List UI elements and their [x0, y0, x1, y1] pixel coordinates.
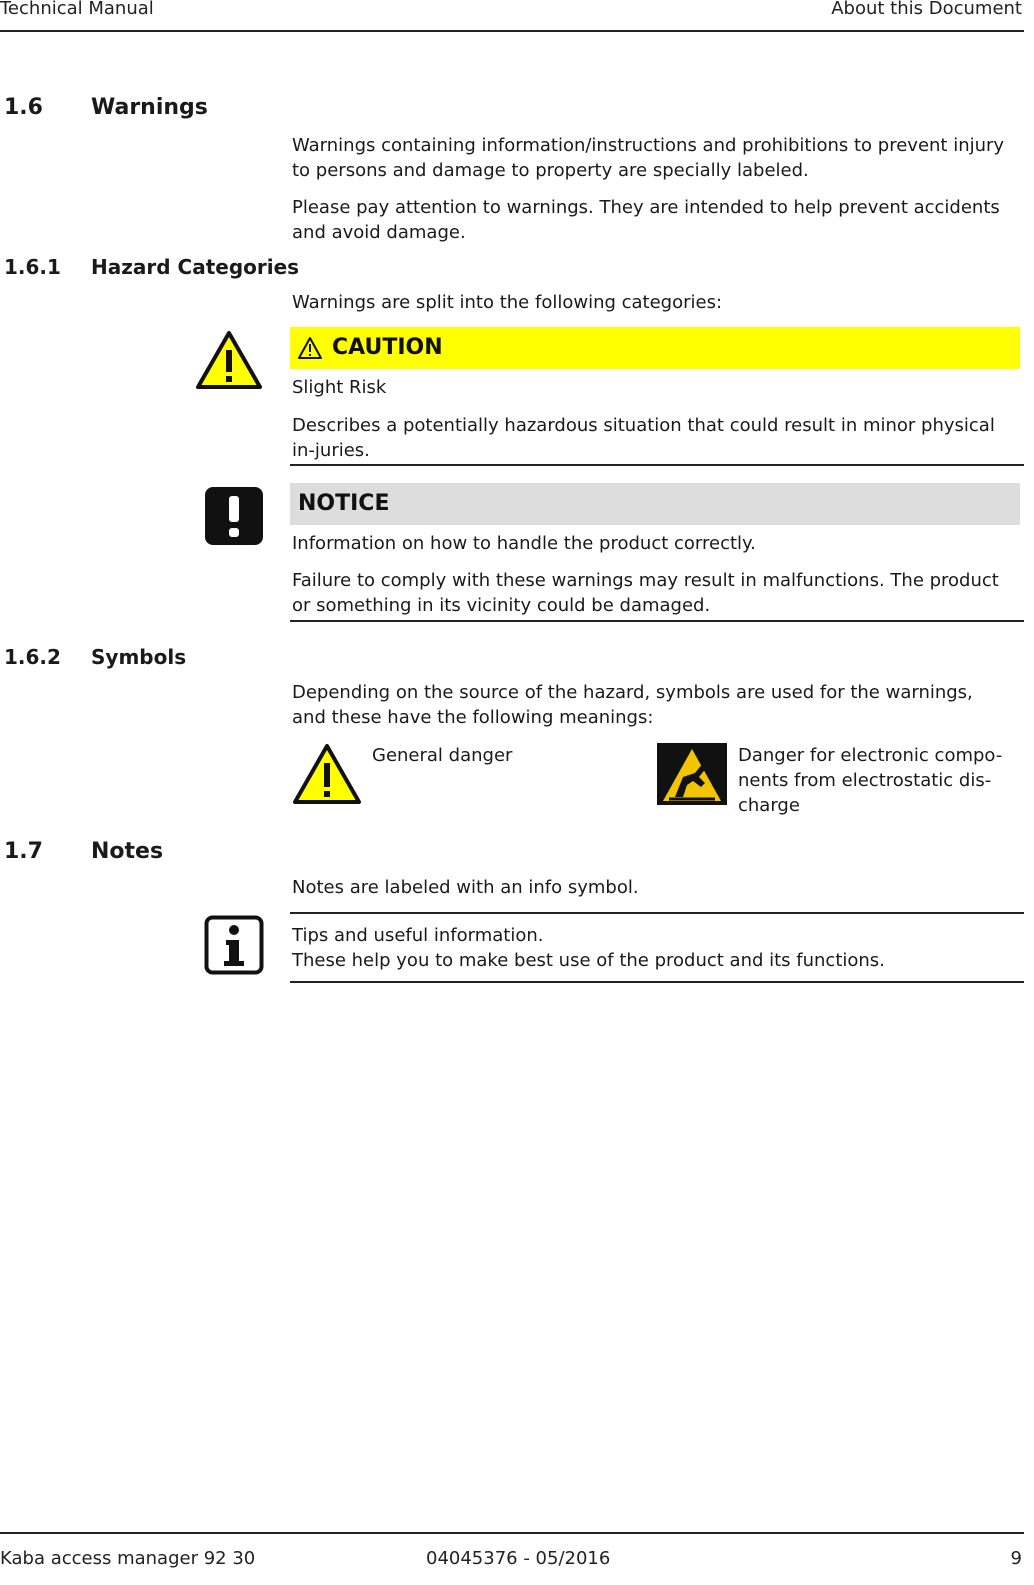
- notice-exclamation-icon: [204, 486, 264, 546]
- caution-band: [290, 327, 1020, 369]
- info-icon: [204, 915, 264, 975]
- section-number: 1.6.2: [4, 645, 61, 669]
- section-title: Warnings: [91, 95, 208, 120]
- paragraph: Notes are labeled with an info symbol.: [292, 877, 639, 898]
- note-bottom-rule: [290, 981, 1024, 983]
- header-right: About this Document: [831, 0, 1022, 19]
- footer-page-number: 9: [1010, 1548, 1022, 1569]
- caution-description: Describes a potentially hazardous situation that could result in minor physical in-juries.: [292, 415, 995, 461]
- header-rule: [0, 30, 1024, 32]
- section-number: 1.6: [4, 95, 43, 120]
- notice-label: NOTICE: [298, 491, 390, 516]
- notice-rule: [290, 620, 1024, 622]
- paragraph: Warnings containing information/instructions and prohibitions to prevent injury to persons and damage to property are specially labeled.: [292, 135, 1005, 181]
- caution-subtitle: Slight Risk: [292, 377, 387, 398]
- caution-label: CAUTION: [332, 335, 443, 360]
- header-left: Technical Manual: [0, 0, 154, 19]
- note-line: These help you to make best use of the product and its functions.: [292, 950, 885, 971]
- general-danger-icon: [292, 743, 362, 805]
- footer-doc-number: 04045376 - 05/2016: [426, 1548, 611, 1569]
- esd-icon: [657, 743, 727, 805]
- section-title: Hazard Categories: [91, 255, 300, 279]
- footer-rule: [0, 1532, 1024, 1534]
- caution-warning-icon: [195, 330, 263, 390]
- section-title: Notes: [91, 839, 164, 864]
- symbol-label: Danger for electronic compo-nents from electrostatic dis-charge: [738, 745, 1003, 816]
- note-line: Tips and useful information.: [292, 925, 544, 946]
- paragraph: Depending on the source of the hazard, symbols are used for the warnings, and these have the following meanings:: [292, 682, 973, 728]
- footer-product: Kaba access manager 92 30: [0, 1548, 256, 1569]
- section-number: 1.6.1: [4, 255, 61, 279]
- section-title: Symbols: [91, 645, 187, 669]
- caution-small-icon: [297, 336, 323, 360]
- paragraph: Please pay attention to warnings. They are intended to help prevent accidents and avoid damage.: [292, 197, 1000, 243]
- section-number: 1.7: [4, 839, 43, 864]
- note-top-rule: [290, 912, 1024, 914]
- caution-rule: [290, 464, 1024, 466]
- notice-subtitle: Information on how to handle the product correctly.: [292, 533, 756, 554]
- notice-description: Failure to comply with these warnings may result in malfunctions. The product or something in its vicinity could be damaged.: [292, 570, 999, 616]
- symbol-label: General danger: [372, 745, 513, 766]
- paragraph: Warnings are split into the following categories:: [292, 292, 723, 313]
- notice-band: [290, 483, 1020, 525]
